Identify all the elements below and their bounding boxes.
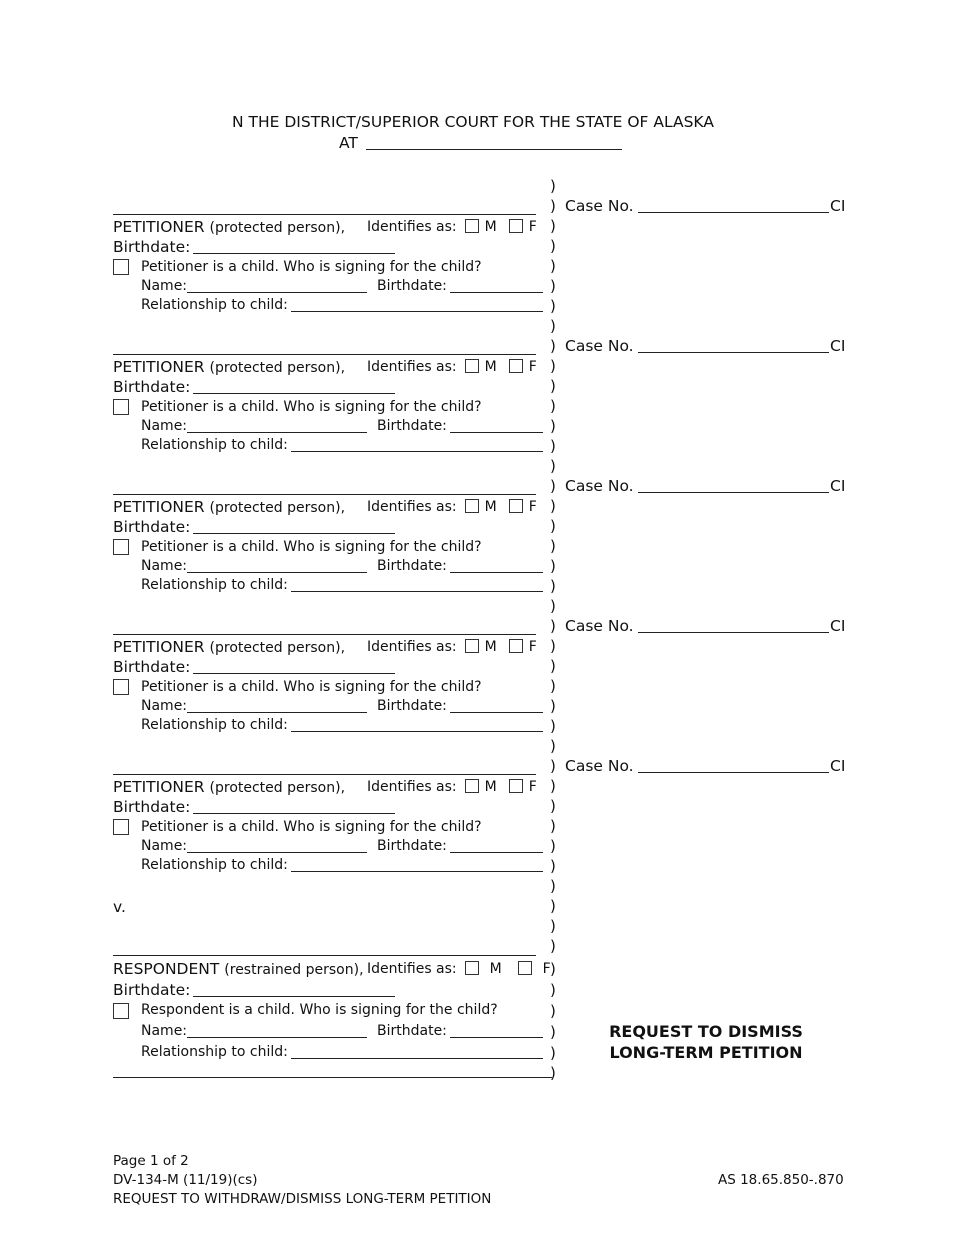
caption-paren: ) xyxy=(550,537,556,555)
signer-birthdate-label: Birthdate: xyxy=(377,418,447,434)
petitioner-child-text: Petitioner is a child. Who is signing for the child? xyxy=(141,679,482,695)
signer-name-field[interactable] xyxy=(187,572,367,573)
relationship-label: Relationship to child: xyxy=(141,1044,288,1060)
caption-paren: ) xyxy=(550,1064,556,1082)
case-number-label: Case No. xyxy=(565,197,634,215)
petitioner-name-field[interactable] xyxy=(113,214,536,215)
signer-name-label: Name: xyxy=(141,838,188,854)
respondent-child-checkbox[interactable] xyxy=(113,1003,129,1019)
case-number-field[interactable] xyxy=(638,492,829,493)
form-title xyxy=(580,1021,832,1063)
caption-paren: ) xyxy=(550,377,556,395)
petitioner-role-desc: (protected person), xyxy=(209,780,346,796)
case-suffix: CI xyxy=(830,617,846,635)
caption-paren: ) xyxy=(550,837,556,855)
relationship-label: Relationship to child: xyxy=(141,857,288,873)
female-checkbox[interactable] xyxy=(509,359,523,373)
caption-paren: ) xyxy=(550,937,556,955)
petitioner-birthdate-label: Birthdate: xyxy=(113,238,191,256)
case-number-field[interactable] xyxy=(638,352,829,353)
caption-paren: ) xyxy=(550,757,556,775)
caption-paren: ) xyxy=(550,217,556,235)
caption-paren: ) xyxy=(550,1044,556,1062)
case-number-label: Case No. xyxy=(565,617,634,635)
petitioner-birthdate-field[interactable] xyxy=(193,533,395,534)
relationship-field[interactable] xyxy=(291,731,543,732)
caption-paren: ) xyxy=(550,277,556,295)
petitioner-name-field[interactable] xyxy=(113,774,536,775)
relationship-field[interactable] xyxy=(291,591,543,592)
respondent-birthdate-label: Birthdate: xyxy=(113,981,191,999)
caption-paren: ) xyxy=(550,297,556,315)
caption-paren: ) xyxy=(550,1023,556,1041)
signer-name-label: Name: xyxy=(141,278,188,294)
signer-name-field[interactable] xyxy=(187,852,367,853)
court-title: N THE DISTRICT/SUPERIOR COURT FOR THE STATE OF ALASKA xyxy=(232,113,714,131)
caption-paren: ) xyxy=(550,237,556,255)
caption-paren: ) xyxy=(550,477,556,495)
identifies-label: Identifies as: xyxy=(367,961,457,977)
caption-bottom-rule xyxy=(113,1077,552,1078)
caption-paren: ) xyxy=(550,797,556,815)
relationship-label: Relationship to child: xyxy=(141,437,288,453)
petitioner-role: PETITIONER xyxy=(113,358,205,376)
at-label: AT xyxy=(339,134,358,152)
caption-paren: ) xyxy=(550,717,556,735)
case-number-label: Case No. xyxy=(565,477,634,495)
court-location-field[interactable] xyxy=(366,149,622,150)
statute-reference: AS 18.65.850-.870 xyxy=(718,1172,844,1188)
petitioner-birthdate-field[interactable] xyxy=(193,813,395,814)
female-checkbox[interactable] xyxy=(518,961,532,975)
caption-paren: ) xyxy=(550,317,556,335)
petitioner-role: PETITIONER xyxy=(113,498,205,516)
case-number-field[interactable] xyxy=(638,632,829,633)
caption-paren: ) xyxy=(550,397,556,415)
caption-paren: ) xyxy=(550,357,556,375)
petitioner-role-desc: (protected person), xyxy=(209,640,346,656)
caption-paren: ) xyxy=(550,960,556,978)
caption-paren: ) xyxy=(550,1002,556,1020)
relationship-field[interactable] xyxy=(291,1058,543,1059)
petitioner-birthdate-field[interactable] xyxy=(193,673,395,674)
petitioner-name-field[interactable] xyxy=(113,354,536,355)
petitioner-child-checkbox[interactable] xyxy=(113,259,129,275)
signer-name-field[interactable] xyxy=(187,432,367,433)
petitioner-birthdate-field[interactable] xyxy=(193,253,395,254)
signer-birthdate-label: Birthdate: xyxy=(377,278,447,294)
petitioner-child-checkbox[interactable] xyxy=(113,679,129,695)
male-checkbox[interactable] xyxy=(465,961,479,975)
case-number-field[interactable] xyxy=(638,772,829,773)
case-suffix: CI xyxy=(830,477,846,495)
identifies-label: Identifies as: xyxy=(367,219,457,235)
petitioner-name-field[interactable] xyxy=(113,494,536,495)
caption-paren: ) xyxy=(550,877,556,895)
petitioner-child-text: Petitioner is a child. Who is signing for the child? xyxy=(141,539,482,555)
male-checkbox[interactable] xyxy=(465,359,479,373)
relationship-label: Relationship to child: xyxy=(141,577,288,593)
caption-paren: ) xyxy=(550,257,556,275)
caption-paren: ) xyxy=(550,577,556,595)
signer-birthdate-field[interactable] xyxy=(450,292,543,293)
signer-name-label: Name: xyxy=(141,558,188,574)
signer-name-field[interactable] xyxy=(187,712,367,713)
case-suffix: CI xyxy=(830,337,846,355)
identifies-label: Identifies as: xyxy=(367,639,457,655)
signer-birthdate-label: Birthdate: xyxy=(377,558,447,574)
male-checkbox[interactable] xyxy=(465,499,479,513)
petitioner-birthdate-label: Birthdate: xyxy=(113,518,191,536)
caption-paren: ) xyxy=(550,697,556,715)
caption-paren: ) xyxy=(550,597,556,615)
relationship-label: Relationship to child: xyxy=(141,297,288,313)
caption-paren: ) xyxy=(550,981,556,999)
signer-birthdate-field[interactable] xyxy=(450,712,543,713)
petitioner-child-text: Petitioner is a child. Who is signing for the child? xyxy=(141,399,482,415)
signer-birthdate-label: Birthdate: xyxy=(377,698,447,714)
case-number-field[interactable] xyxy=(638,212,829,213)
signer-name-field[interactable] xyxy=(187,292,367,293)
female-checkbox[interactable] xyxy=(509,779,523,793)
petitioner-birthdate-label: Birthdate: xyxy=(113,798,191,816)
female-label: F xyxy=(528,359,537,375)
female-label: F xyxy=(528,779,537,795)
caption-paren: ) xyxy=(550,777,556,795)
versus-label: v. xyxy=(113,898,126,916)
male-checkbox[interactable] xyxy=(465,219,479,233)
signer-birthdate-field[interactable] xyxy=(450,432,543,433)
female-checkbox[interactable] xyxy=(509,219,523,233)
caption-paren: ) xyxy=(550,617,556,635)
signer-birthdate-field[interactable] xyxy=(450,852,543,853)
signer-birthdate-field[interactable] xyxy=(450,572,543,573)
female-label: F xyxy=(528,639,537,655)
petitioner-role-desc: (protected person), xyxy=(209,500,346,516)
petitioner-child-checkbox[interactable] xyxy=(113,539,129,555)
form-title-line2: LONG-TERM PETITION xyxy=(609,1043,803,1062)
respondent-role: RESPONDENT xyxy=(113,960,220,978)
petitioner-name-field[interactable] xyxy=(113,634,536,635)
case-number-label: Case No. xyxy=(565,337,634,355)
petitioner-role: PETITIONER xyxy=(113,778,205,796)
relationship-field[interactable] xyxy=(291,871,543,872)
form-id: DV-134-M (11/19)(cs) xyxy=(113,1172,258,1188)
male-label: M xyxy=(484,499,497,515)
female-checkbox[interactable] xyxy=(509,639,523,653)
male-label: M xyxy=(484,639,497,655)
relationship-field[interactable] xyxy=(291,451,543,452)
male-label: M xyxy=(484,359,497,375)
petitioner-child-text: Petitioner is a child. Who is signing for the child? xyxy=(141,259,482,275)
signer-name-label: Name: xyxy=(141,698,188,714)
signer-birthdate-label: Birthdate: xyxy=(377,838,447,854)
identifies-label: Identifies as: xyxy=(367,359,457,375)
female-label: F xyxy=(542,961,551,977)
caption-paren: ) xyxy=(550,417,556,435)
signer-name-field[interactable] xyxy=(187,1037,367,1038)
petitioner-child-checkbox[interactable] xyxy=(113,399,129,415)
caption-paren: ) xyxy=(550,177,556,195)
caption-paren: ) xyxy=(550,337,556,355)
caption-paren: ) xyxy=(550,737,556,755)
caption-paren: ) xyxy=(550,917,556,935)
female-label: F xyxy=(528,219,537,235)
petitioner-birthdate-label: Birthdate: xyxy=(113,658,191,676)
caption-paren: ) xyxy=(550,817,556,835)
signer-name-label: Name: xyxy=(141,1023,188,1039)
caption-paren: ) xyxy=(550,517,556,535)
relationship-field[interactable] xyxy=(291,311,543,312)
signer-name-label: Name: xyxy=(141,418,188,434)
petitioner-role: PETITIONER xyxy=(113,638,205,656)
male-label: M xyxy=(489,961,502,977)
respondent-child-text: Respondent is a child. Who is signing for the child? xyxy=(141,1002,498,1018)
caption-paren: ) xyxy=(550,857,556,875)
case-suffix: CI xyxy=(830,757,846,775)
identifies-label: Identifies as: xyxy=(367,499,457,515)
petitioner-child-checkbox[interactable] xyxy=(113,819,129,835)
caption-paren: ) xyxy=(550,497,556,515)
page-number: Page 1 of 2 xyxy=(113,1153,189,1169)
caption-paren: ) xyxy=(550,657,556,675)
caption-paren: ) xyxy=(550,897,556,915)
respondent-role-desc: (restrained person), xyxy=(224,962,364,978)
case-suffix: CI xyxy=(830,197,846,215)
form-title-line1: REQUEST TO DISMISS xyxy=(609,1022,803,1041)
form-name: REQUEST TO WITHDRAW/DISMISS LONG-TERM PETITION xyxy=(113,1191,492,1207)
petitioner-role-desc: (protected person), xyxy=(209,360,346,376)
caption-paren: ) xyxy=(550,557,556,575)
female-checkbox[interactable] xyxy=(509,499,523,513)
relationship-label: Relationship to child: xyxy=(141,717,288,733)
male-checkbox[interactable] xyxy=(465,639,479,653)
caption-paren: ) xyxy=(550,437,556,455)
female-label: F xyxy=(528,499,537,515)
caption-paren: ) xyxy=(550,677,556,695)
identifies-label: Identifies as: xyxy=(367,779,457,795)
petitioner-role-desc: (protected person), xyxy=(209,220,346,236)
petitioner-child-text: Petitioner is a child. Who is signing for the child? xyxy=(141,819,482,835)
signer-birthdate-label: Birthdate: xyxy=(377,1023,447,1039)
caption-paren: ) xyxy=(550,457,556,475)
caption-paren: ) xyxy=(550,637,556,655)
respondent-name-field[interactable] xyxy=(113,955,536,956)
petitioner-birthdate-field[interactable] xyxy=(193,393,395,394)
petitioner-birthdate-label: Birthdate: xyxy=(113,378,191,396)
respondent-birthdate-field[interactable] xyxy=(193,996,395,997)
male-checkbox[interactable] xyxy=(465,779,479,793)
caption-paren: ) xyxy=(550,197,556,215)
male-label: M xyxy=(484,219,497,235)
signer-birthdate-field[interactable] xyxy=(450,1037,543,1038)
male-label: M xyxy=(484,779,497,795)
case-number-label: Case No. xyxy=(565,757,634,775)
petitioner-role: PETITIONER xyxy=(113,218,205,236)
